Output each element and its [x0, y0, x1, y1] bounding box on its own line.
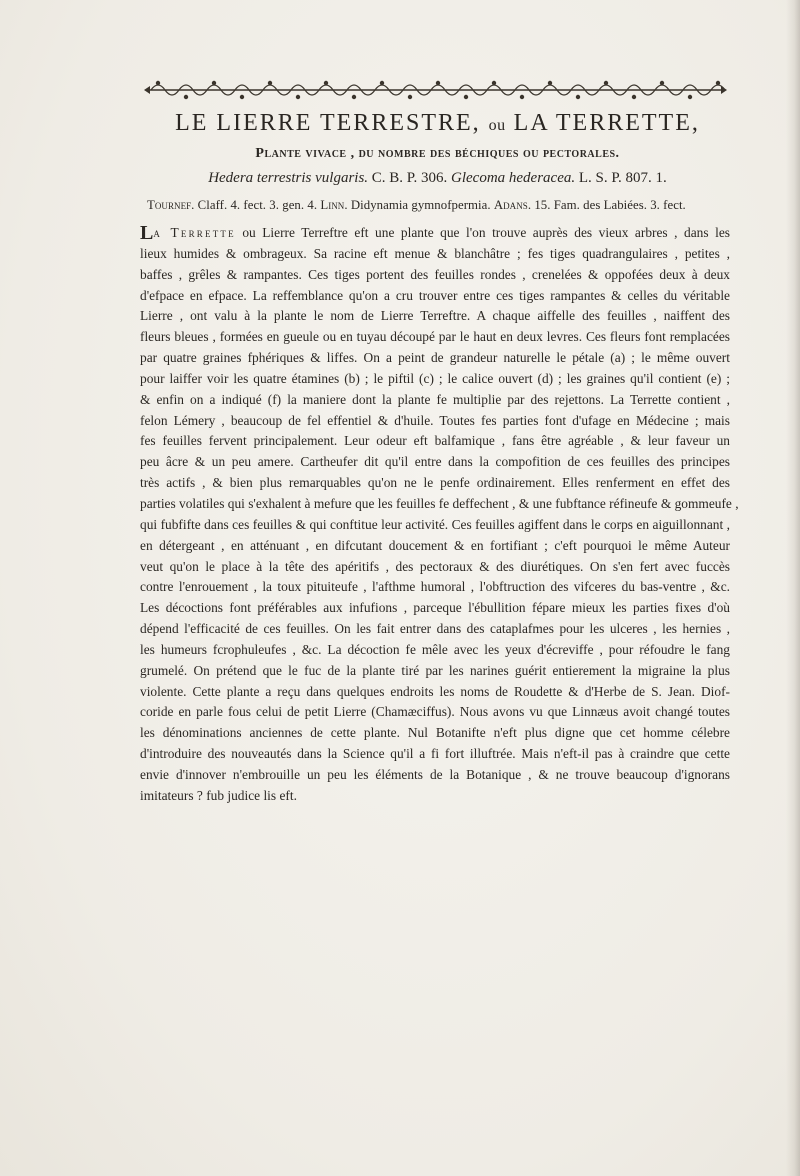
- page-title: [155, 110, 720, 137]
- body-line: grumelé. On prétend que le fuc de la plante tiré par les narines guérit entierement la migraine la plus: [140, 662, 730, 678]
- ref-author-adans: Adans.: [493, 198, 532, 212]
- ref-text-2: Didynamia gymnofpermia.: [350, 198, 491, 212]
- body-line: & enfin on a indiqué (f) la maniere dont la plante fe multiplie par des rejettons. La Terrette contient ,: [140, 391, 730, 407]
- body-line-last: imitateurs ? fub judice lis eft.: [140, 787, 297, 803]
- body-line: lieux humides & ombrageux. Sa racine eft menue & blanchâtre ; fes tiges quadrangulaires , petites ,: [140, 245, 730, 261]
- body-line: Lierre , ont valu à la plante le nom de Lierre Terreftre. A chaque aiffelle des feuilles , naiffent des: [140, 308, 730, 324]
- body-line: parties volatiles qui s'exhalent à mefure que les feuilles fe deffechent , & une fubftance réfineufe & gommeufe ,: [140, 495, 739, 511]
- body-line: coride en parle fous celui de petit Lierre (Chamæciffus). Nous avons vu que Linnæus avoit changé toutes: [140, 704, 730, 720]
- body-text: [140, 222, 739, 807]
- body-line: d'efpace en efpace. La reffemblance qu'on a cru trouver entre ces tiges rampantes & celles du véritable: [140, 287, 730, 303]
- title-part-2: LA TERRETTE,: [513, 110, 700, 136]
- drop-cap: L: [140, 222, 154, 244]
- synonym-ref-1: C. B. P. 306.: [371, 170, 448, 186]
- body-line: felon Lémery , beaucoup de fel effentiel & d'huile. Toutes fes parties font d'ufage en Médecine ; mais: [140, 412, 730, 428]
- body-line: fleurs bleues , formées en gueule ou en tuyau découpé par le haut en deux levres. Ces fleurs font remplacées: [140, 329, 730, 345]
- body-line: violente. Cette plante a reçu dans quelques endroits les noms de Roudette & d'Herbe de S. Jean. Diof-: [140, 683, 730, 699]
- first-word: a Terrette: [153, 225, 236, 240]
- ref-text-3: 15. Fam. des Labiées. 3. fect.: [534, 198, 686, 212]
- body-line: contre l'enrouement , la toux pituiteufe , l'afthme humoral , l'obftruction des vifceres du bas-ventre , &c.: [140, 579, 730, 595]
- botanical-synonyms: [160, 170, 715, 187]
- ref-author-tournef: Tournef.: [147, 198, 195, 212]
- body-line: par quatre graines fphériques & liffes. On a peint de grandeur naturelle le pétale (a) ; le même ouvert: [140, 350, 730, 366]
- body-line: les humeurs fcrophuleufes , &c. La décoction fe mêle avec les yeux d'écreviffe , pour réfoudre le fang: [140, 641, 730, 657]
- classification-reference: [147, 198, 722, 213]
- body-line: pour laiffer voir les quatre étamines (b) ; le piftil (c) ; le calice ouvert (d) ; les graines qu'il contient (e) ;: [140, 370, 730, 386]
- body-line: très actifs , & bien plus remarquables qu'on ne le penfe ordinairement. Elles renferment en effet des: [140, 475, 730, 491]
- body-line: dépend l'efficacité de ces feuilles. On les fait entrer dans des cataplafmes pour les ulceres , les hernies ,: [140, 621, 730, 637]
- body-line: La Terrette ou Lierre Terreftre eft une plante que l'on trouve auprès des vieux arbres , dans les: [140, 222, 730, 244]
- page-subtitle: Plante vivace , du nombre des béchiques ou pectorales.: [255, 146, 620, 161]
- body-line: baffes , grêles & rampantes. Ces tiges portent des feuilles rondes , crenelées & oppofées deux à deux: [140, 266, 730, 282]
- ref-author-linn: Linn.: [320, 198, 348, 212]
- body-line: fes feuilles fervent principalement. Leur odeur eft balfamique , fans être agréable , & leur faveur un: [140, 433, 730, 449]
- synonym-name-2: Glecoma hederacea.: [451, 170, 576, 186]
- ref-text-1: Claff. 4. fect. 3. gen. 4.: [197, 198, 318, 212]
- decorative-floral-band: [143, 78, 728, 102]
- body-line: qui fubfifte dans ces feuilles & qui conftitue leur activité. Ces feuilles agiffent dans le corps en aiguillonnant ,: [140, 516, 730, 532]
- body-line: d'introduire des nouveautés dans la Science qu'il a fi fort illuftrée. Mais n'eft-il pas à craindre que cette: [140, 746, 730, 762]
- body-line: les dénominations anciennes de cette plante. Nul Botanifte n'eft plus digne que cet homme célebre: [140, 725, 730, 741]
- synonym-ref-2: L. S. P. 807. 1.: [578, 170, 667, 186]
- body-line: envie d'innover n'embrouille un peu les éléments de la Botanique , & ne trouve beaucoup d'ignorans: [140, 766, 730, 782]
- synonym-name-1: Hedera terrestris vulgaris.: [208, 170, 369, 186]
- body-line: en détergeant , en atténuant , en difcutant doucement & en fortifiant ; c'eft pourquoi le même Auteur: [140, 537, 730, 553]
- body-line: veut qu'on le place à la tête des apéritifs , des pectoraux & des diurétiques. On s'en fert avec fuccès: [140, 558, 730, 574]
- title-conjunction: ou: [488, 117, 506, 134]
- page-binding-shadow: [786, 0, 800, 1176]
- body-line: Les décoctions font préférables aux infufions , parceque l'ébullition fépare mieux les parties fixes d'où: [140, 600, 730, 616]
- title-part-1: LE LIERRE TERRESTRE,: [175, 110, 481, 136]
- body-line: peu âcre & un peu amere. Cartheufer dit qu'il entre dans la compofition de ces feuilles des principes: [140, 454, 730, 470]
